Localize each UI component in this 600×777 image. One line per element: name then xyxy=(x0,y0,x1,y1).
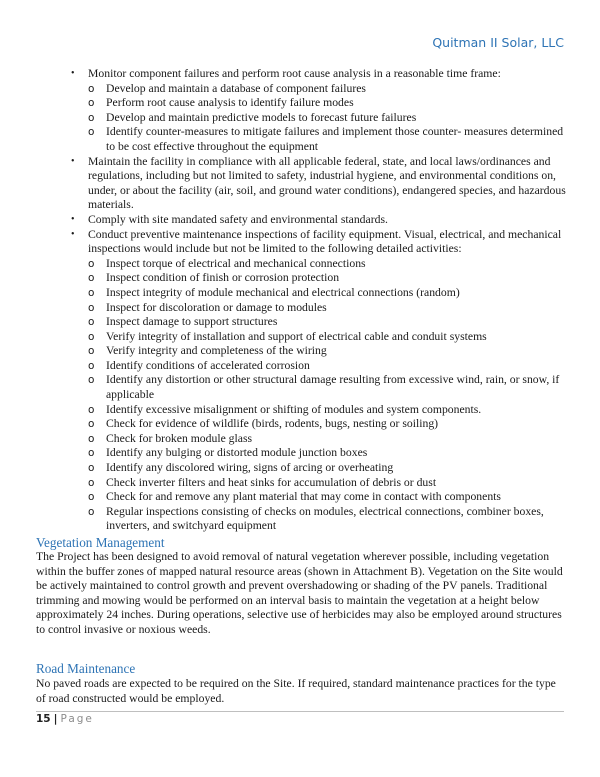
sub-bullet-icon: o xyxy=(88,97,95,110)
vegetation-heading: Vegetation Management xyxy=(36,535,165,550)
sub-list xyxy=(88,82,566,155)
list-item xyxy=(36,67,566,155)
sub-bullet-icon: o xyxy=(88,126,95,139)
bullet-icon: • xyxy=(71,155,75,167)
sub-list-item-text: Verify integrity and completeness of the wiring xyxy=(106,344,327,358)
sub-list-item-text: Identify any bulging or distorted module junction boxes xyxy=(106,446,368,460)
sub-list-item-text: Check for and remove any plant material that may come in contact with components xyxy=(106,490,501,504)
sub-list-item-text: Develop and maintain a database of component failures xyxy=(106,81,366,95)
sub-list-item-text: Check for broken module glass xyxy=(106,431,253,445)
sub-list-item-text: Check for evidence of wildlife (birds, rodents, bugs, nesting or soiling) xyxy=(106,417,439,431)
sub-list-item xyxy=(88,446,566,461)
sub-list-item xyxy=(88,257,566,272)
sub-bullet-icon: o xyxy=(88,491,95,504)
sub-bullet-icon: o xyxy=(88,301,95,314)
sub-list-item-text: Verify integrity of installation and support of electrical cable and conduit systems xyxy=(106,329,487,343)
road-paragraph: No paved roads are expected to be required on the Site. If required, standard maintenance practices for the type of road constructed would be employed. xyxy=(36,677,556,705)
sub-list-item xyxy=(88,330,566,345)
sub-list-item-text: Inspect damage to support structures xyxy=(106,315,278,329)
sub-bullet-icon: o xyxy=(88,505,95,518)
sub-list-item-text: Identify conditions of accelerated corrosion xyxy=(106,358,310,372)
sub-list-item-text: Develop and maintain predictive models to forecast future failures xyxy=(106,110,417,124)
sub-list-item-text: Regular inspections consisting of checks on modules, electrical connections, combiner boxes, inverters, and switchyard equipment xyxy=(106,504,544,533)
sub-bullet-icon: o xyxy=(88,476,95,489)
sub-bullet-icon: o xyxy=(88,272,95,285)
list-item-text: Maintain the facility in compliance with all applicable federal, state, and local laws/ordinances and regulations, including but not limited to safety, industrial hygiene, and environmental conditions on, under, or about the facility (air, soil, and ground water conditions), endangered species, and hazardous materials. xyxy=(88,154,566,212)
bullet-icon: • xyxy=(71,68,75,79)
maintenance-task-list xyxy=(36,67,566,534)
sub-list-item-text: Inspect integrity of module mechanical and electrical connections (random) xyxy=(106,285,460,299)
sub-bullet-icon: o xyxy=(88,432,95,445)
page-number: 15 xyxy=(36,713,51,725)
sub-bullet-icon: o xyxy=(88,447,95,460)
list-item-text: Monitor component failures and perform root cause analysis in a reasonable time frame: xyxy=(88,67,501,80)
sub-bullet-icon: o xyxy=(88,374,95,387)
sub-list-item xyxy=(88,417,566,432)
sub-bullet-icon: o xyxy=(88,462,95,475)
sub-bullet-icon: o xyxy=(88,359,95,372)
sub-bullet-icon: o xyxy=(88,286,95,299)
sub-list xyxy=(88,257,566,534)
sub-bullet-icon: o xyxy=(88,330,95,343)
sub-list-item xyxy=(88,82,566,97)
sub-list-item xyxy=(88,111,566,126)
sub-bullet-icon: o xyxy=(88,345,95,358)
sub-list-item-text: Check inverter filters and heat sinks for accumulation of debris or dust xyxy=(106,475,437,489)
sub-list-item xyxy=(88,476,566,491)
footer-divider xyxy=(36,711,564,712)
sub-list-item xyxy=(88,315,566,330)
list-item xyxy=(36,155,566,213)
vegetation-paragraph: The Project has been designed to avoid removal of natural vegetation wherever possible, including vegetation within the buffer zones of mapped natural resource areas (shown in Attachment B). Vegetation on the Site would be actively maintained to control growth and prevent overshadowing or shading of the PV panels. Traditional trimming and mowing would be performed on an interval basis to maintain the vegetation at a height below approximately 24 inches. During operations, selective use of herbicides may also be employed around structures to control invasive or noxious weeds. xyxy=(36,550,563,636)
footer-separator: | xyxy=(53,713,58,725)
list-item-text: Comply with site mandated safety and environmental standards. xyxy=(88,212,388,226)
sub-list-item-text: Identify any distortion or other structural damage resulting from excessive wind, rain, or snow, if applicable xyxy=(106,373,560,402)
sub-list-item xyxy=(88,344,566,359)
sub-list-item xyxy=(88,461,566,476)
sub-list-item xyxy=(88,490,566,505)
sub-bullet-icon: o xyxy=(88,82,95,95)
sub-list-item xyxy=(88,432,566,447)
sub-list-item xyxy=(88,301,566,316)
sub-list-item-text: Inspect torque of electrical and mechanical connections xyxy=(106,256,366,270)
page-footer xyxy=(36,713,94,725)
sub-list-item-text: Inspect for discoloration or damage to modules xyxy=(106,300,327,314)
sub-list-item xyxy=(88,403,566,418)
road-heading: Road Maintenance xyxy=(36,661,136,676)
bullet-icon: • xyxy=(71,228,75,240)
sub-list-item-text: Identify counter-measures to mitigate failures and implement those counter- measures determined to be cost effective throughout the equipment xyxy=(106,125,564,153)
sub-list-item-text: Inspect condition of finish or corrosion protection xyxy=(106,271,340,285)
list-item xyxy=(36,228,566,534)
sub-list-item xyxy=(88,96,566,111)
sub-bullet-icon: o xyxy=(88,403,95,416)
sub-list-item-text: Identify excessive misalignment or shifting of modules and system components. xyxy=(106,402,482,416)
sub-list-item-text: Perform root cause analysis to identify failure modes xyxy=(106,96,354,110)
sub-bullet-icon: o xyxy=(88,418,95,431)
sub-list-item xyxy=(88,125,566,154)
sub-bullet-icon: o xyxy=(88,257,95,270)
sub-list-item xyxy=(88,286,566,301)
sub-list-item-text: Identify any discolored wiring, signs of arcing or overheating xyxy=(106,461,394,475)
sub-list-item xyxy=(88,373,566,402)
page-label: Page xyxy=(60,713,94,725)
bullet-icon: • xyxy=(71,213,75,225)
sub-list-item xyxy=(88,271,566,286)
list-item xyxy=(36,213,566,228)
company-header: Quitman II Solar, LLC xyxy=(432,35,564,50)
sub-list-item xyxy=(88,359,566,374)
list-item-text: Conduct preventive maintenance inspections of facility equipment. Visual, electrical, and mechanical inspections would include but not be limited to the following detailed activities: xyxy=(88,227,562,256)
sub-list-item xyxy=(88,505,566,534)
sub-bullet-icon: o xyxy=(88,316,95,329)
sub-bullet-icon: o xyxy=(88,111,95,124)
